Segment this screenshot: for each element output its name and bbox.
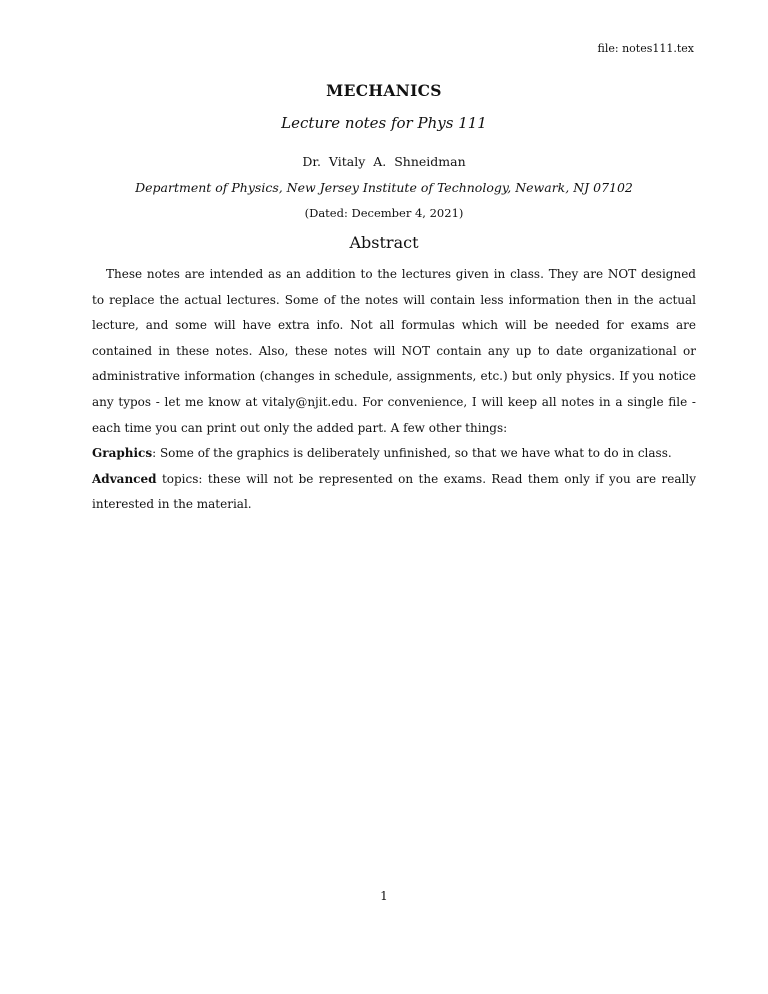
graphics-text: : Some of the graphics is deliberately unfinished, so that we have what to do in class. <box>152 446 672 461</box>
advanced-label: Advanced <box>92 471 157 486</box>
paper-subtitle: Lecture notes for Phys 111 <box>281 114 487 132</box>
author-affiliation: Department of Physics, New Jersey Institute of Technology, Newark, NJ 07102 <box>135 180 633 195</box>
abstract-body <box>92 262 696 518</box>
date-line: (Dated: December 4, 2021) <box>304 206 464 220</box>
paper-title: MECHANICS <box>326 81 442 100</box>
advanced-note <box>92 467 696 518</box>
abstract-heading: Abstract <box>349 233 419 252</box>
abstract-paragraph: These notes are intended as an addition to the lectures given in class. They are NOT designed to replace the actual lectures. Some of the notes will contain less information then in the actual lecture, and some will have extra info. Not all formulas which will be needed for exams are contained in these notes. Also, these notes will NOT contain any up to date organizational or administrative information (changes in schedule, assignments, etc.) but only physics. If you notice any typos - let me know at vitaly@njit.edu. For convenience, I will keep all notes in a single file - each time you can print out only the added part. A few other things: <box>92 267 696 435</box>
graphics-label: Graphics <box>92 446 153 461</box>
advanced-text: topics: these will not be represented on the exams. Read them only if you are really interested in the material. <box>92 471 696 512</box>
file-tag: file: notes111.tex <box>597 42 694 55</box>
graphics-note <box>92 441 696 467</box>
page-number: 1 <box>380 889 388 903</box>
author-name: Dr. Vitaly A. Shneidman <box>302 154 466 169</box>
